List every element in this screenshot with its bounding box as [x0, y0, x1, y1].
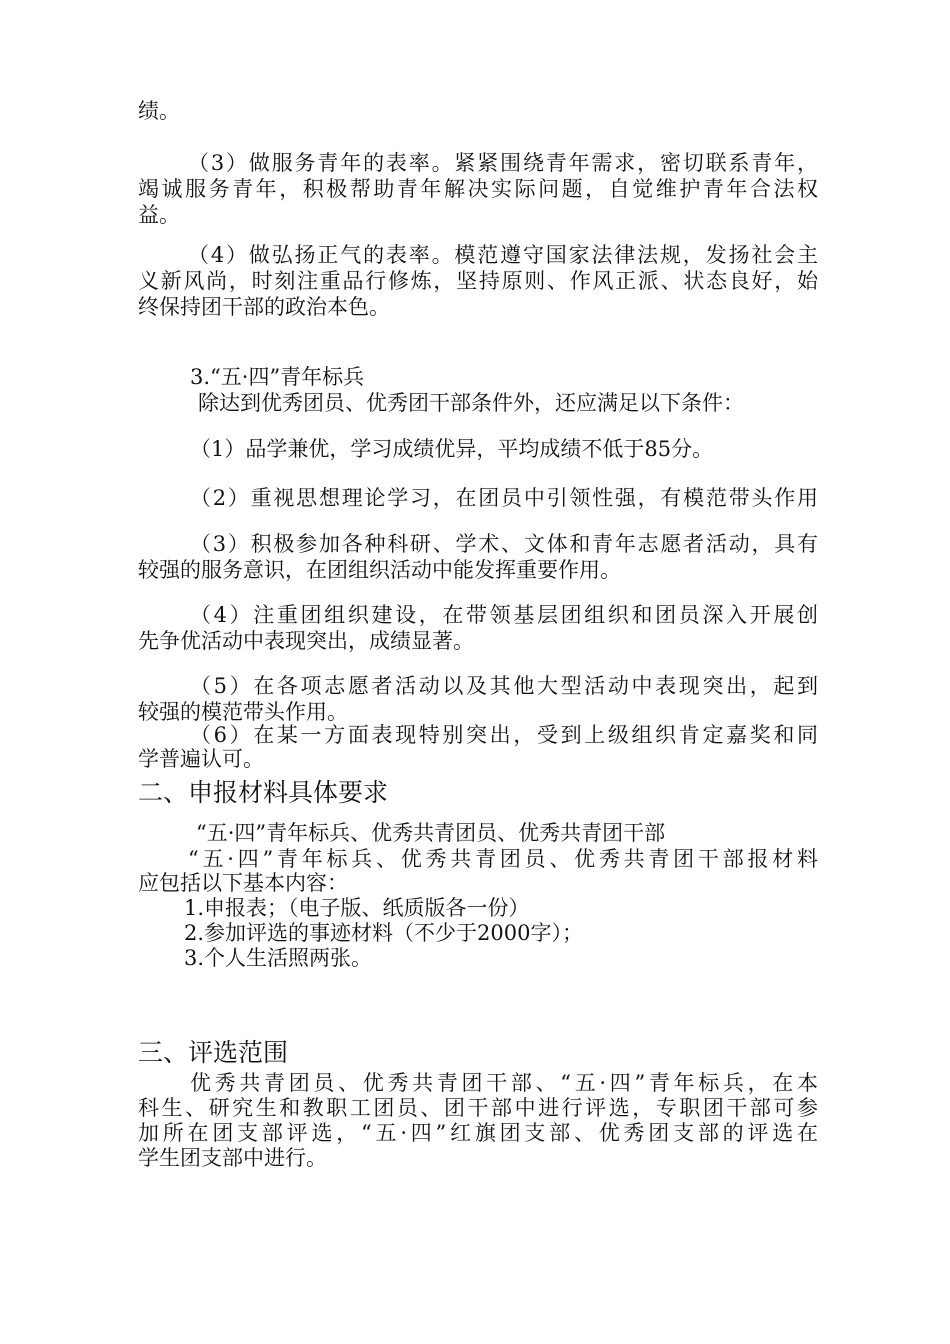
list-item: 1.申报表；（电子版、纸质版各一份） — [184, 896, 530, 920]
section-subtitle: 3.“五·四”青年标兵 — [190, 365, 365, 389]
section-heading: 三、评选范围 — [138, 1038, 289, 1067]
paragraph-line: 义新风尚，时刻注重品行修炼，坚持原则、作风正派、状态良好，始 — [138, 269, 818, 293]
paragraph-line: 终保持团干部的政治本色。 — [138, 295, 390, 319]
paragraph-line: 先争优活动中表现突出，成绩显著。 — [138, 629, 474, 653]
list-item: 3.个人生活照两张。 — [184, 946, 373, 970]
paragraph-line: （2）重视思想理论学习，在团员中引领性强，有模范带头作用 — [190, 486, 818, 510]
list-item: 2.参加评选的事迹材料（不少于2000字）； — [184, 921, 583, 945]
paragraph-line: （3）做服务青年的表率。紧紧围绕青年需求，密切联系青年， — [188, 151, 818, 175]
paragraph-line: 竭诚服务青年，积极帮助青年解决实际问题，自觉维护青年合法权 — [138, 177, 818, 201]
paragraph-line: 较强的模范带头作用。 — [138, 700, 348, 724]
paragraph-line: 应包括以下基本内容： — [138, 871, 348, 895]
paragraph-line: 益。 — [138, 203, 180, 227]
paragraph-line: （4）做弘扬正气的表率。模范遵守国家法律法规，发扬社会主 — [188, 243, 818, 267]
paragraph-line: 学普遍认可。 — [138, 747, 264, 771]
paragraph-line: “五·四”青年标兵、优秀共青团员、优秀共青团干部 — [196, 821, 666, 845]
paragraph-line: 科生、研究生和教职工团员、团干部中进行评选，专职团干部可参 — [138, 1096, 818, 1120]
section-heading: 二、申报材料具体要求 — [138, 778, 389, 807]
paragraph-line: （3）积极参加各种科研、学术、文体和青年志愿者活动，具有 — [190, 532, 818, 556]
paragraph-line: 绩。 — [138, 99, 180, 123]
paragraph-line: （4）注重团组织建设，在带领基层团组织和团员深入开展创 — [190, 603, 818, 627]
paragraph-line: “五·四”青年标兵、优秀共青团员、优秀共青团干部报材料 — [188, 847, 818, 871]
paragraph-line: 优秀共青团员、优秀共青团干部、“五·四”青年标兵，在本 — [190, 1071, 818, 1095]
paragraph-line: 较强的服务意识，在团组织活动中能发挥重要作用。 — [138, 558, 621, 582]
paragraph-line: （6）在某一方面表现特别突出，受到上级组织肯定嘉奖和同 — [190, 723, 818, 747]
paragraph-line: （5）在各项志愿者活动以及其他大型活动中表现突出，起到 — [190, 674, 818, 698]
paragraph-line: 加所在团支部评选，“五·四”红旗团支部、优秀团支部的评选在 — [138, 1121, 818, 1145]
paragraph-line: 除达到优秀团员、优秀团干部条件外，还应满足以下条件： — [198, 391, 744, 415]
paragraph-line: （1）品学兼优，学习成绩优异，平均成绩不低于85分。 — [190, 437, 714, 461]
paragraph-line: 学生团支部中进行。 — [138, 1146, 327, 1170]
